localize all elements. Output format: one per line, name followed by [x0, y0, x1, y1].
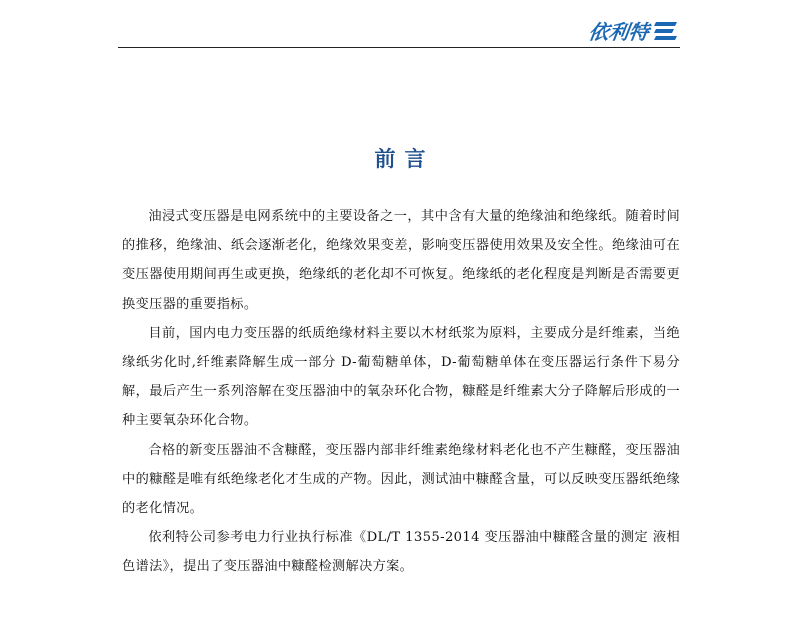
brand-name: 依利特 [587, 20, 651, 44]
paragraph-1: 油浸式变压器是电网系统中的主要设备之一，其中含有大量的绝缘油和绝缘纸。随着时间的推移，绝缘油、纸会逐渐老化，绝缘效果变差，影响变压器使用效果及安全性。绝缘油可在变压器使用期间再生或更换，绝缘纸的老化却不可恢复。绝缘纸的老化程度是判断是否需要更换变压器的重要指标。 [122, 209, 680, 312]
header-rule [118, 47, 680, 48]
paragraph-4: 依利特公司参考电力行业执行标准《DL/T 1355-2014 变压器油中糠醛含量的测定 液相色谱法》，提出了变压器油中糠醛检测解决方案。 [122, 530, 680, 575]
page-title: 前言 [374, 147, 435, 171]
page-header [118, 8, 680, 50]
paragraph-3: 合格的新变压器油不含糠醛，变压器内部非纤维素绝缘材料老化也不产生糠醛，变压器油中的糠醛是唯有纸绝缘老化才生成的产物。因此，测试油中糠醛含量，可以反映变压器纸绝缘的老化情况。 [122, 442, 680, 517]
brand-logo [589, 16, 678, 45]
paragraph-2: 目前，国内电力变压器的纸质绝缘材料主要以木材纸浆为原料，主要成分是纤维素，当绝缘纸劣化时,纤维素降解生成一部分 D-葡萄糖单体，D-葡萄糖单体在变压器运行条件下易分解，最后产生一系列溶解在变压器油中的氧杂环化合物，糠醛是纤维素大分子降解后形成的一种主要氧杂环化合物。 [122, 325, 680, 429]
brand-stripes-icon [652, 20, 678, 42]
body-text [122, 202, 680, 582]
